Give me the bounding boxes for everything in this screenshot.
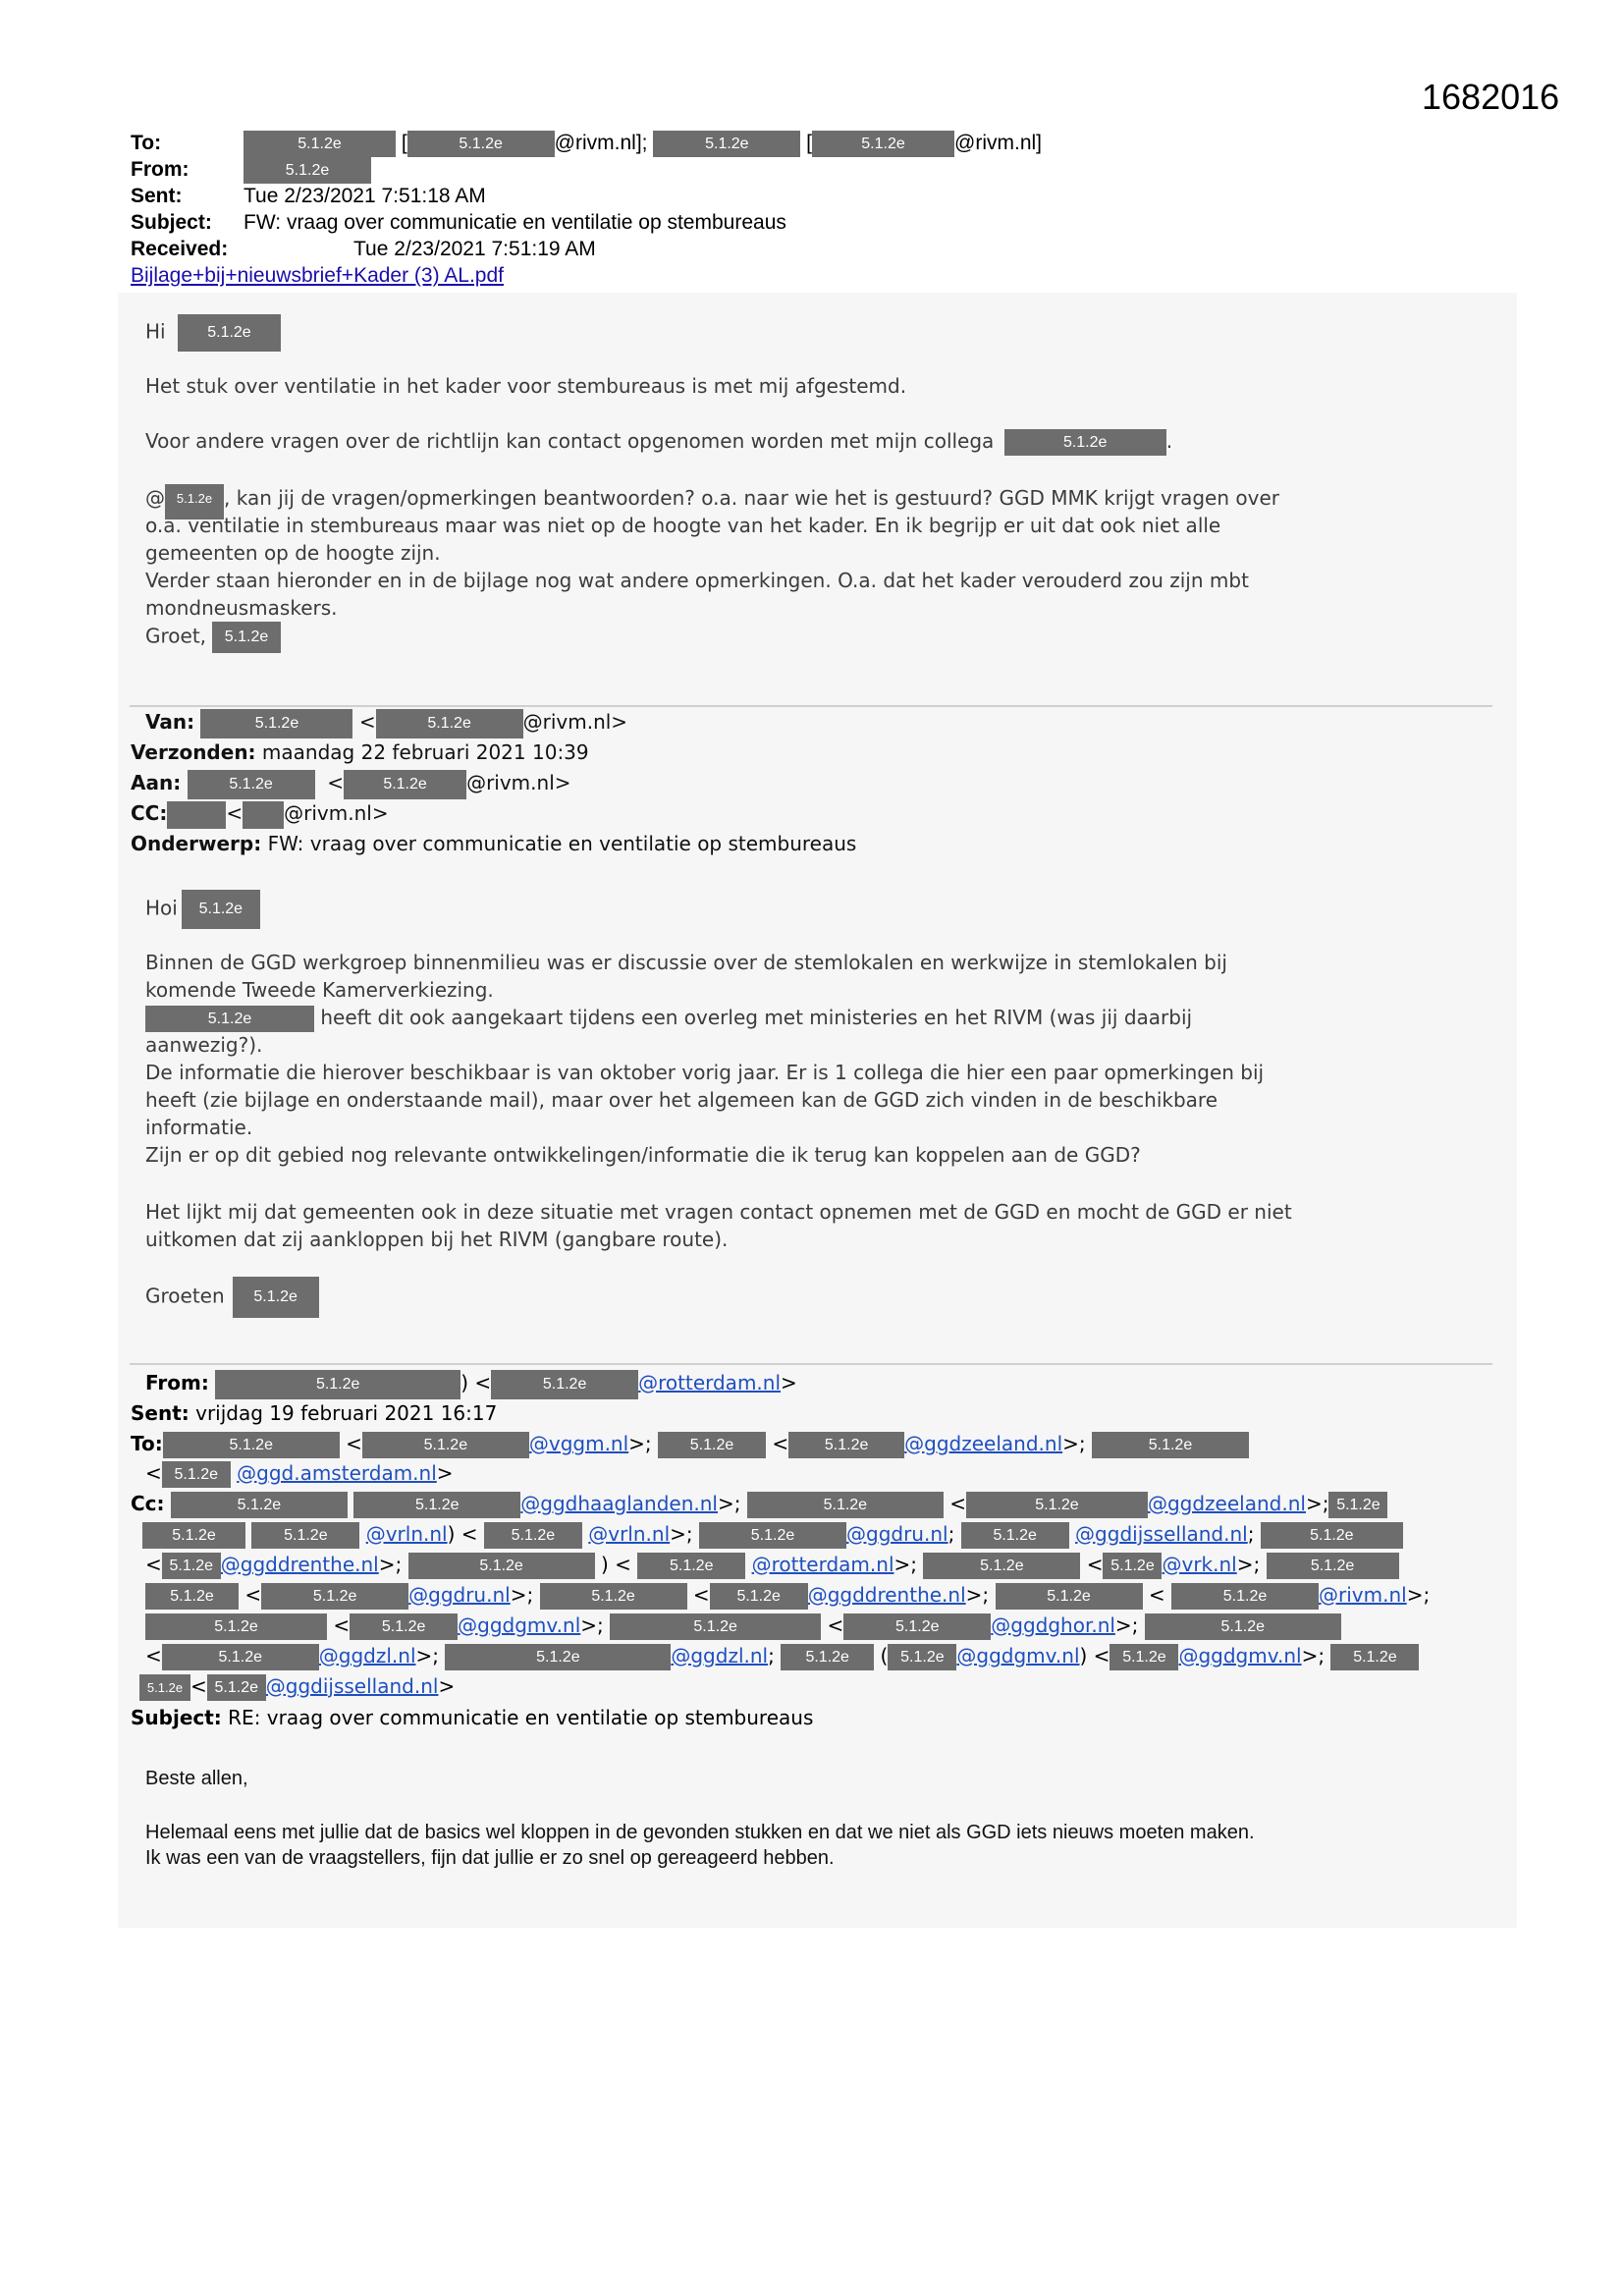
msg3-line1: Helemaal eens met jullie dat de basics wel kloppen in de gevonden stukken en dat we niet als GGD iets nieuws moeten maken. [145, 1822, 1255, 1843]
to-address-tail: @rivm.nl] [954, 132, 1042, 154]
email-link[interactable]: @ggdgmv.nl [458, 1613, 581, 1637]
redaction: 5.1.2e [699, 1522, 846, 1549]
msg2-p1-line3: heeft dit ook aangekaart tijdens een overleg met ministeries en het RIVM (was jij daarbij [320, 1006, 1193, 1029]
redaction: 5.1.2e [142, 1522, 245, 1549]
redaction: 5.1.2e [812, 131, 954, 157]
msg2-p2-line1: Het lijkt mij dat gemeenten ook in deze situatie met vragen contact opnemen met de GGD en mocht de GGD er niet [145, 1200, 1292, 1224]
onderwerp-value: FW: vraag over communicatie en ventilatie op stembureaus [267, 832, 857, 855]
email-link[interactable]: @ggdijsselland.nl [265, 1674, 439, 1698]
redaction: 5.1.2e [445, 1644, 671, 1670]
msg1-closing-row [145, 622, 281, 653]
email-link[interactable]: @ggdgmv.nl [956, 1644, 1080, 1667]
msg2-p1-line4: aanwezig?). [145, 1033, 263, 1057]
msg1-p3-line1: , kan jij de vragen/opmerkingen beantwoorden? o.a. naar wie het is gestuurd? GGD MMK krijgt vragen over [224, 486, 1279, 510]
email-link[interactable]: @ggd.amsterdam.nl [237, 1461, 437, 1485]
msg1-p2-row: Voor andere vragen over de richtlijn kan contact opgenomen worden met mijn collega 5.1.2e . [145, 427, 1172, 456]
redaction: 5.1.2e [484, 1522, 582, 1549]
sent-value: Tue 2/23/2021 7:51:18 AM [244, 185, 486, 207]
redaction: 5.1.2e [1261, 1522, 1403, 1549]
redaction: 5.1.2e [162, 1461, 231, 1488]
subject-value: FW: vraag over communicatie en ventilatie op stembureaus [244, 211, 786, 234]
msg3-subject-value: RE: vraag over communicatie en ventilatie op stembureaus [228, 1706, 814, 1729]
redaction: 5.1.2e [1103, 1553, 1162, 1579]
msg2-cc-row: CC: < @rivm.nl> [131, 799, 389, 829]
redaction: 5.1.2e [747, 1492, 944, 1518]
msg3-to-row2: < 5.1.2e @ggd.amsterdam.nl> [145, 1459, 454, 1488]
msg1-closing: Groet, [145, 624, 207, 648]
msg2-closing-row [145, 1277, 319, 1318]
msg3-line2: Ik was een van de vraagstellers, fijn dat jullie er zo snel op gereageerd hebben. [145, 1847, 835, 1869]
redaction: 5.1.2e [145, 1613, 327, 1640]
redaction: 5.1.2e [178, 314, 281, 352]
msg3-subject-row [131, 1704, 813, 1731]
redaction: 5.1.2e [923, 1553, 1080, 1579]
redaction: 5.1.2e [145, 1583, 239, 1610]
msg2-aan-row: Aan: 5.1.2e < 5.1.2e @rivm.nl> [131, 769, 571, 799]
redaction: 5.1.2e [171, 1492, 348, 1518]
redaction: 5.1.2e [215, 1370, 460, 1399]
msg2-p1-line8: Zijn er op dit gebied nog relevante ontwikkelingen/informatie die ik terug kan koppelen aan de GGD? [145, 1143, 1141, 1167]
msg2-p1-line3-row [145, 1004, 1192, 1032]
redaction: 5.1.2e [658, 1432, 766, 1458]
redaction: 5.1.2e [344, 770, 466, 799]
msg2-greeting: Hoi [145, 896, 178, 920]
redaction: 5.1.2e [1110, 1644, 1178, 1670]
document-number: 1682016 [1422, 77, 1560, 117]
email-link[interactable]: @rotterdam.nl [638, 1371, 782, 1394]
redaction: 5.1.2e [610, 1613, 821, 1640]
redaction: 5.1.2e [163, 1432, 340, 1458]
redaction: 5.1.2e [362, 1432, 529, 1458]
email-link[interactable]: @ggdzeeland.nl [1147, 1492, 1306, 1515]
header-received-row [131, 236, 596, 262]
msg2-p1-line7: informatie. [145, 1116, 253, 1139]
redaction: 5.1.2e [145, 1006, 314, 1032]
redaction: 5.1.2e [781, 1644, 874, 1670]
separator [130, 705, 1492, 707]
header-sent-row [131, 183, 486, 209]
attachment-link[interactable]: Bijlage+bij+nieuwsbrief+Kader (3) AL.pdf [131, 264, 504, 287]
cc-label: CC: [131, 801, 168, 825]
msg2-closing: Groeten [145, 1284, 225, 1308]
msg3-cc-row1: Cc: 5.1.2e 5.1.2e @ggdhaaglanden.nl>; 5.1.2e < 5.1.2e @ggdzeeland.nl>; 5.1.2e [131, 1490, 1387, 1518]
email-link[interactable]: @vrln.nl [365, 1522, 448, 1546]
redaction: 5.1.2e [888, 1644, 956, 1670]
onderwerp-label: Onderwerp: [131, 832, 262, 855]
msg2-onderwerp-row [131, 830, 856, 857]
received-label: Received: [131, 238, 229, 260]
redaction: 5.1.2e [212, 622, 281, 653]
msg2-p2-line2: uitkomen dat zij aankloppen bij het RIVM (gangbare route). [145, 1228, 729, 1251]
separator [130, 1363, 1492, 1365]
email-link[interactable]: @ggdzl.nl [671, 1644, 769, 1667]
msg3-cc-row7: 5.1.2e < 5.1.2e @ggdijsselland.nl> [139, 1672, 455, 1701]
subject-label: Subject: [131, 211, 212, 234]
redaction: 5.1.2e [244, 157, 371, 184]
redaction: 5.1.2e [200, 709, 352, 738]
redaction: 5.1.2e [244, 131, 396, 157]
redaction: 5.1.2e [376, 709, 523, 738]
msg3-cc-row6: < 5.1.2e @ggdzl.nl>; 5.1.2e @ggdzl.nl; 5.1.2e ( 5.1.2e @ggdgmv.nl) < 5.1.2e @ggdgmv.nl>; 5.1.2e [145, 1642, 1419, 1670]
redaction: 5.1.2e [165, 484, 224, 519]
email-link[interactable]: @vggm.nl [528, 1432, 629, 1455]
redaction: 5.1.2e [540, 1583, 687, 1610]
aan-label: Aan: [131, 771, 182, 794]
msg3-greeting: Beste allen, [145, 1768, 248, 1789]
redaction: 5.1.2e [843, 1613, 991, 1640]
van-tail: @rivm.nl> [522, 710, 628, 734]
email-link[interactable]: @ggddrenthe.nl [807, 1583, 966, 1607]
header-from-row [131, 156, 371, 184]
verzonden-value: maandag 22 februari 2021 10:39 [261, 740, 589, 764]
redaction: 5.1.2e [261, 1583, 408, 1610]
msg2-van-row: Van: 5.1.2e < 5.1.2e @rivm.nl> [145, 708, 627, 738]
msg3-from-label: From: [145, 1371, 209, 1394]
msg2-verzonden-row [131, 738, 589, 766]
email-link[interactable]: @rivm.nl [1319, 1583, 1407, 1607]
msg1-p3-line4: Verder staan hieronder en in de bijlage nog wat andere opmerkingen. O.a. dat het kader verouderd zou zijn mbt [145, 569, 1249, 592]
redaction [167, 801, 226, 829]
redaction: 5.1.2e [1171, 1583, 1319, 1610]
msg3-sent-row [131, 1399, 497, 1427]
redaction: 5.1.2e [1328, 1492, 1387, 1518]
msg1-p2: Voor andere vragen over de richtlijn kan contact opgenomen worden met mijn collega [145, 429, 995, 453]
header-subject-row [131, 209, 786, 236]
msg2-p1-line6: heeft (zie bijlage en onderstaande mail), maar over het algemeen kan de GGD zich vinden in de beschikbare [145, 1088, 1218, 1112]
email-link[interactable]: @ggdru.nl [408, 1583, 511, 1607]
email-link[interactable]: @vrln.nl [588, 1522, 671, 1546]
redaction: 5.1.2e [162, 1553, 221, 1579]
email-link[interactable]: @ggdgmv.nl [1178, 1644, 1302, 1667]
redaction: 5.1.2e [710, 1583, 808, 1610]
from-label: From: [131, 158, 189, 181]
redaction: 5.1.2e [407, 131, 555, 157]
msg3-cc-label: Cc: [131, 1492, 165, 1515]
redaction [243, 801, 284, 829]
redaction: 5.1.2e [1145, 1613, 1341, 1640]
msg3-sent-label: Sent: [131, 1401, 189, 1425]
sent-label: Sent: [131, 185, 183, 207]
redaction: 5.1.2e [1330, 1644, 1419, 1670]
redaction: 5.1.2e [182, 890, 260, 929]
to-address-tail: @rivm.nl]; [554, 132, 648, 154]
email-link[interactable]: @ggdijsselland.nl [1075, 1522, 1248, 1546]
header-to-row: To: 5.1.2e [ 5.1.2e @rivm.nl]; 5.1.2e [ 5.1.2e @rivm.nl] [131, 130, 1042, 157]
msg3-from-row: From: 5.1.2e ) < 5.1.2e @rotterdam.nl> [145, 1369, 797, 1399]
redaction: 5.1.2e [966, 1492, 1148, 1518]
redaction: 5.1.2e [207, 1674, 266, 1701]
msg3-sent-value: vrijdag 19 februari 2021 16:17 [195, 1401, 498, 1425]
msg3-to-label: To: [131, 1432, 163, 1455]
msg3-cc-row2: 5.1.2e 5.1.2e @vrln.nl) < 5.1.2e @vrln.nl>; 5.1.2e @ggdru.nl; 5.1.2e @ggdijsselland.nl; 5.1.2e [142, 1520, 1403, 1549]
msg3-to-row: To: 5.1.2e < 5.1.2e @vggm.nl>; 5.1.2e < 5.1.2e @ggdzeeland.nl>; 5.1.2e [131, 1430, 1249, 1458]
verzonden-label: Verzonden: [131, 740, 256, 764]
redaction: 5.1.2e [788, 1432, 904, 1458]
email-link[interactable]: @ggdru.nl [846, 1522, 948, 1546]
aan-tail: @rivm.nl> [466, 771, 571, 794]
email-link[interactable]: @rotterdam.nl [751, 1553, 894, 1576]
redaction: 5.1.2e [251, 1522, 359, 1549]
redaction: 5.1.2e [408, 1553, 595, 1579]
msg3-cc-row3: < 5.1.2e @ggddrenthe.nl>; 5.1.2e ) < 5.1.2e @rotterdam.nl>; 5.1.2e < 5.1.2e @vrk.nl>; 5.1.2e [145, 1551, 1399, 1579]
email-link[interactable]: @ggdghor.nl [991, 1613, 1115, 1637]
redaction: 5.1.2e [188, 770, 315, 799]
redaction: 5.1.2e [233, 1277, 319, 1318]
redaction: 5.1.2e [637, 1553, 745, 1579]
msg1-p3-line3: gemeenten op de hoogte zijn. [145, 541, 441, 565]
msg1-greeting-row [145, 314, 281, 352]
email-link[interactable]: @ggdzl.nl [318, 1644, 416, 1667]
msg1-p1: Het stuk over ventilatie in het kader voor stembureaus is met mij afgestemd. [145, 374, 907, 398]
msg1-greeting: Hi [145, 319, 166, 344]
redaction: 5.1.2e [1267, 1553, 1399, 1579]
msg3-subject-label: Subject: [131, 1706, 222, 1729]
redaction: 5.1.2e [1092, 1432, 1249, 1458]
redaction: 5.1.2e [653, 131, 800, 157]
email-link[interactable]: @ggdzeeland.nl [904, 1432, 1063, 1455]
msg2-p1-line1: Binnen de GGD werkgroep binnenmilieu was er discussie over de stemlokalen en werkwijze in stemlokalen bij [145, 951, 1227, 974]
redaction: 5.1.2e [162, 1644, 319, 1670]
to-label: To: [131, 132, 162, 154]
msg3-cc-row4: 5.1.2e < 5.1.2e @ggdru.nl>; 5.1.2e < 5.1.2e @ggddrenthe.nl>; 5.1.2e < 5.1.2e @rivm.nl>; [145, 1581, 1430, 1610]
redaction: 5.1.2e [350, 1613, 458, 1640]
redaction: 5.1.2e [491, 1370, 638, 1399]
redaction: 5.1.2e [996, 1583, 1143, 1610]
msg1-p3-line2: o.a. ventilatie in stembureaus maar was niet op de hoogte van het kader. En ik begrijp er uit dat ook niet alle [145, 514, 1221, 537]
redaction: 5.1.2e [1004, 429, 1166, 456]
msg3-cc-row5: 5.1.2e < 5.1.2e @ggdgmv.nl>; 5.1.2e < 5.1.2e @ggdghor.nl>; 5.1.2e [145, 1612, 1341, 1640]
msg1-p3-prefix: @ [145, 486, 165, 510]
msg2-p1-line2: komende Tweede Kamerverkiezing. [145, 978, 494, 1002]
msg1-p3-line5: mondneusmaskers. [145, 596, 338, 620]
received-value: Tue 2/23/2021 7:51:19 AM [353, 238, 596, 260]
msg2-greeting-row [145, 890, 260, 929]
email-link[interactable]: @ggddrenthe.nl [220, 1553, 379, 1576]
redaction: 5.1.2e [353, 1492, 520, 1518]
email-link[interactable]: @ggdhaaglanden.nl [520, 1492, 718, 1515]
cc-tail: @rivm.nl> [284, 801, 389, 825]
van-label: Van: [145, 710, 195, 734]
redaction: 5.1.2e [961, 1522, 1069, 1549]
msg2-p1-line5: De informatie die hierover beschikbaar is van oktober vorig jaar. Er is 1 collega die hier een paar opmerkingen bij [145, 1061, 1265, 1084]
email-link[interactable]: @vrk.nl [1162, 1553, 1237, 1576]
redaction: 5.1.2e [139, 1674, 190, 1701]
